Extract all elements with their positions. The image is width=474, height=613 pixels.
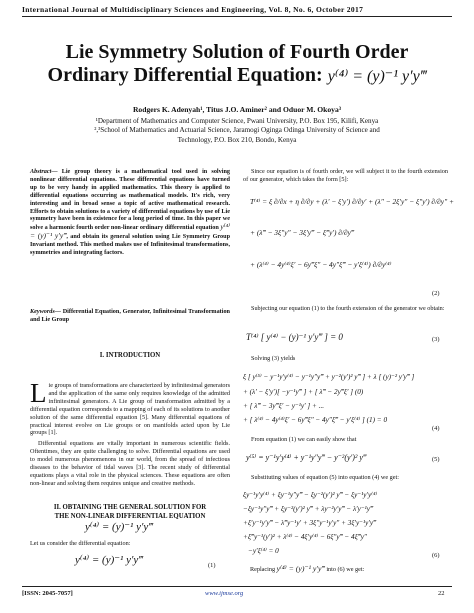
keywords-label: Keywords—: [30, 308, 61, 315]
intro-paragraph-1: [30, 378, 230, 437]
right-paragraph-4: From equation (1) we can easily show that: [251, 436, 357, 443]
footer-rule: [22, 586, 452, 587]
equation-4-line-2: + (λ′ − ξ′y′)[ −y⁻¹y‴ ] + [ λ‴ − 2y‴ξ′ ] (0): [243, 388, 364, 396]
equation-2-number: (2): [432, 290, 440, 297]
abstract: [30, 168, 230, 257]
equation-6-number: (6): [432, 552, 440, 559]
equation-1: y⁽⁴⁾ = (y)⁻¹ y′y‴: [75, 554, 143, 566]
drop-cap: L: [30, 378, 47, 408]
intro-paragraph-2: Differential equations are vitally important in numerous scientific fields. Oftentimes, they are quite challenging to solve. Differential equations are used to model numerous phenomenons in our world, from the spread of infectious diseases to the behavior of tidal waves [3]. The recent study of differential equations plays a vital role in the physical sciences. These equations are often non-linear and solving them requires unique and creative methods.: [30, 440, 230, 487]
generator-line-2: + (λ‴ − 3ξ″y″ − 3ξ′y‴ − ξ‴y′) ∂/∂y‴: [250, 228, 355, 237]
right-paragraph-6: [250, 565, 364, 574]
paper-title-line2-text: Ordinary Differential Equation:: [47, 64, 323, 86]
equation-4-number: (4): [432, 425, 440, 432]
paper-title-line2: [22, 63, 452, 89]
right-paragraph-2: Subjecting our equation (1) to the fourth extension of the generator we obtain:: [251, 305, 445, 312]
equation-6-line-1: ξy⁻¹y′y⁽⁴⁾ + ξy⁻¹y″y‴ − ξy⁻²(y′)² y‴ − ξy⁻¹y′y⁽⁴⁾: [243, 491, 378, 499]
paper-title-equation: y⁽⁴⁾ = (y)⁻¹ y′y‴: [327, 68, 427, 85]
right-paragraph-5: Substituting values of equation (5) into equation (4) we get:: [251, 474, 399, 481]
page-number: 22: [438, 590, 445, 597]
replacing-text: Replacing: [250, 566, 276, 573]
generator-line-1: T⁽⁴⁾ = ξ ∂/∂x + η ∂/∂y + (λ′ − ξ′y′) ∂/∂y′ + (λ″ − 2ξ′y″ − ξ″y′) ∂/∂y″ +: [250, 197, 454, 206]
keywords: [30, 308, 230, 324]
equation-4-line-4: + [ λ⁽⁴⁾ − 4y⁽⁴⁾ξ′ − 6y‴ξ″ − 4y″ξ‴ − y′ξ⁽⁴⁾ ] (1) = 0: [243, 416, 388, 424]
footer-url[interactable]: www.ijmse.org: [205, 590, 244, 597]
affiliation-1: ¹Department of Mathematics and Computer Science, Pwani University, P.O. Box 195, Kilifi, Kenya: [95, 117, 379, 125]
section-heading-2-line1: II. OBTAINING THE GENERAL SOLUTION FOR: [53, 504, 207, 511]
affiliation-2: ²,³School of Mathematics and Actuarial Science, Jaramogi Oginga Odinga University of Science and: [94, 126, 380, 135]
authors: Rodgers K. Adenyah¹, Titus J.O. Aminer² and Oduor M. Okoya³: [132, 105, 342, 114]
introduction-body: [30, 378, 230, 491]
right-paragraph-1: Since our equation is of fourth order, we will subject it to the fourth extension of our generator, which takes the form [5]:: [243, 168, 448, 183]
intro-paragraph-1-text: ie groups of transformations are characterized by infinitesimal generators and the application of the same only requires knowledge of the admitted infinitesimal generators. A Lie group of transformation admitted by a differential equation corresponds to a mapping of each of its solutions to another solution of the same differential equation [5]. Many differential equations of practical interest evolve on Lie groups or on manifolds acted upon by Lie groups [1].: [30, 382, 230, 437]
journal-header: International Journal of Multidisciplinary Sciences and Engineering, Vol. 8, No. 6, October 2017: [22, 5, 364, 14]
section-heading-2: [30, 504, 230, 521]
affiliations: [40, 117, 434, 145]
replacing-equation: y⁽⁴⁾ = (y)⁻¹ y′y‴: [276, 564, 325, 573]
equation-1-number: (1): [208, 562, 216, 569]
section-heading-2-line2: THE NON-LINEAR DIFFERENTIAL EQUATION: [54, 512, 206, 520]
equation-4-line-1: ξ [ y⁽⁵⁾ − y⁻¹y′y⁽⁴⁾ − y⁻¹y″y‴ + y⁻²(y′)² y‴ ] + λ [ (y)⁻² y′y‴ ]: [243, 373, 415, 381]
section-2-equation: y⁽⁴⁾ = (y)⁻¹ y′y‴: [85, 521, 153, 533]
equation-6-line-4: +ξ‴y⁻¹(y′)² + λ⁽⁴⁾ − 4ξ′y⁽⁴⁾ − 6ξ″y‴ − 4ξ‴y″: [243, 533, 367, 541]
abstract-text-2: , and obtain its general solution using Lie Symmetry Group Invariant method. This method makes use of Infinitesimal transformations, symmetries and integrating factors.: [30, 233, 231, 257]
equation-3-number: (3): [432, 336, 440, 343]
section-heading-introduction: I. INTRODUCTION: [99, 352, 161, 359]
affiliation-3: Technology, P.O. Box 210, Bondo, Kenya: [177, 135, 297, 144]
paper-title-line1: Lie Symmetry Solution of Fourth Order: [65, 41, 409, 63]
equation-4-line-3: + [ λ‴ − 3y‴ξ′ − y⁻¹y′ ] + ...: [243, 402, 325, 410]
equation-3: T⁽⁴⁾ [ y⁽⁴⁾ − (y)⁻¹ y′y‴ ] = 0: [246, 332, 343, 342]
keywords-text: Differential Equation, Generator, Infinitesimal Transformation and Lie Group: [30, 308, 230, 323]
right-paragraph-3: Solving (3) yields: [251, 355, 296, 362]
equation-6-line-3: +ξ′y⁻¹y′y‴ − λ‴y⁻¹y′ + 3ξ″y⁻¹y′y″ + 3ξ′y⁻¹y′y‴: [243, 519, 377, 527]
section-2-intro-text: Let us consider the differential equation:: [30, 540, 131, 547]
equation-5: y⁽⁵⁾ = y⁻¹y′y⁽⁴⁾ + y⁻¹y″y‴ − y⁻²(y′)² y‴: [246, 453, 367, 462]
abstract-label: Abstract—: [30, 168, 58, 175]
generator-line-3: + (λ⁽⁴⁾ − 4y⁽⁴⁾ξ′ − 6y‴ξ″ − 4y″ξ‴ − y′ξ⁽⁴⁾) ∂/∂y⁽⁴⁾: [250, 260, 392, 269]
equation-6-line-5: −y′ξ⁽⁴⁾ = 0: [248, 547, 279, 555]
abstract-equation: y⁽⁴⁾ = (y)⁻¹ y′y‴: [30, 222, 230, 241]
abstract-text-1: Lie group theory is a mathematical tool used in solving nonlinear differential equations. These differential equations have turned up to be very handy in applied mathematics. This theory is applied to differential equations occurring as mathematical models. It's rich, very interesting and in broad sense a topic of active mathematical research. Efforts to obtain solutions to a variety of differential equations by use of Lie symmetry have been in existence for a long period of time. In this paper we solve a harmonic fourth order non-linear ordinary differential equation: [30, 168, 230, 232]
footer-issn: [ISSN: 2045-7057]: [22, 590, 73, 597]
equation-6-line-2: −ξy⁻¹y″y‴ + ξy⁻²(y′)² y‴ + λy⁻²y′y‴ − λ′y⁻¹y‴: [243, 505, 373, 513]
header-rule: [22, 16, 452, 17]
equation-5-number: (5): [432, 456, 440, 463]
replacing-text-after: into (6) we get:: [326, 566, 365, 573]
